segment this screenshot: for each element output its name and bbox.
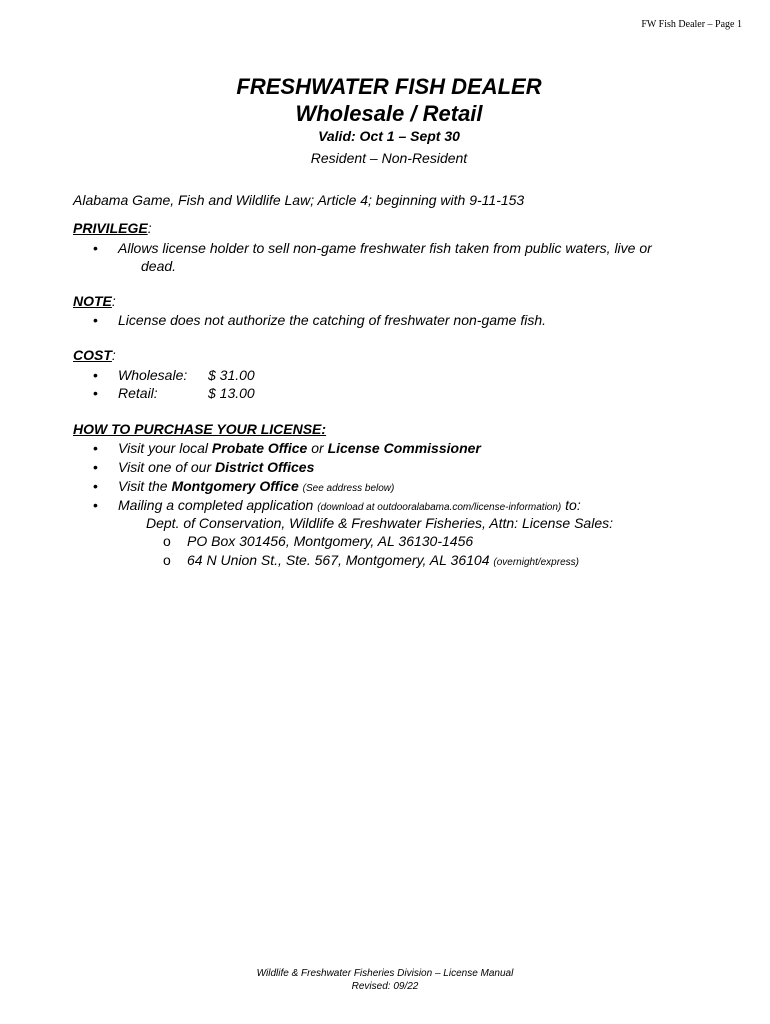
bullet-icon: • xyxy=(93,312,98,328)
bullet-icon: • xyxy=(93,367,98,383)
footer-manual-title: Wildlife & Freshwater Fisheries Division – License Manual xyxy=(256,968,514,979)
privilege-item-continued: dead. xyxy=(141,258,177,274)
note-heading: NOTE: xyxy=(73,293,116,309)
page-header: FW Fish Dealer – Page 1 xyxy=(641,19,742,30)
mailing-address-po-box: o PO Box 301456, Montgomery, AL 36130-1456 xyxy=(163,533,474,549)
privilege-heading: PRIVILEGE: xyxy=(73,220,152,236)
bullet-icon: • xyxy=(93,497,98,513)
privilege-item: • Allows license holder to sell non-game freshwater fish taken from public waters, live or xyxy=(93,240,652,256)
purchase-heading: HOW TO PURCHASE YOUR LICENSE: xyxy=(73,421,327,437)
law-reference: Alabama Game, Fish and Wildlife Law; Article 4; beginning with 9-11-153 xyxy=(73,192,525,208)
document-title: FRESHWATER FISH DEALER xyxy=(236,74,542,99)
bullet-icon: • xyxy=(93,240,98,256)
purchase-item-montgomery: • Visit the Montgomery Office (See address below) xyxy=(93,478,395,494)
validity-period: Valid: Oct 1 – Sept 30 xyxy=(318,128,460,144)
mailing-address-street: o 64 N Union St., Ste. 567, Montgomery, AL 36104 (overnight/express) xyxy=(163,552,579,568)
mailing-department: Dept. of Conservation, Wildlife & Freshwater Fisheries, Attn: License Sales: xyxy=(146,515,613,531)
purchase-item-mail: • Mailing a completed application (download at outdooralabama.com/license-information) to: xyxy=(93,497,581,513)
bullet-icon: • xyxy=(93,478,98,494)
document-subtitle: Wholesale / Retail xyxy=(295,101,483,126)
bullet-icon: • xyxy=(93,459,98,475)
purchase-item-district: • Visit one of our District Offices xyxy=(93,459,315,475)
footer-revised-date: Revised: 09/22 xyxy=(351,981,419,992)
note-item: • License does not authorize the catching of freshwater non-game fish. xyxy=(93,312,547,328)
bullet-icon: • xyxy=(93,385,98,401)
bullet-icon: • xyxy=(93,440,98,456)
purchase-item-probate: • Visit your local Probate Office or License Commissioner xyxy=(93,440,481,456)
cost-item-wholesale: • Wholesale: $ 31.00 xyxy=(93,367,255,383)
residency-type: Resident – Non-Resident xyxy=(310,150,468,166)
circle-bullet-icon: o xyxy=(163,552,171,568)
cost-heading: COST: xyxy=(73,347,116,363)
circle-bullet-icon: o xyxy=(163,533,171,549)
cost-item-retail: • Retail: $ 13.00 xyxy=(93,385,255,401)
